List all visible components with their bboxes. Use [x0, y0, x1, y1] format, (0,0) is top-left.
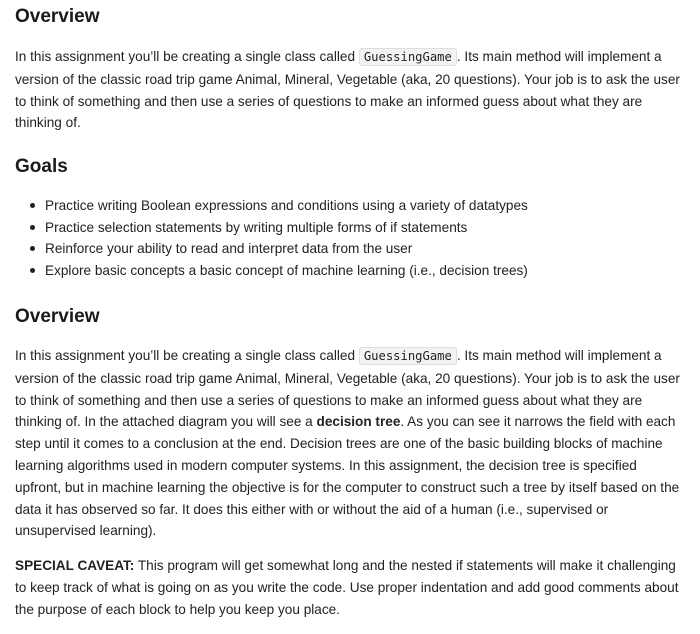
special-caveat-paragraph: SPECIAL CAVEAT: This program will get somewhat long and the nested if statements will make it challenging to keep track of what is going on as you write the code. Use proper indentation and add good comments about the purpose of each block to help you keep you place.: [15, 558, 679, 617]
list-item: Practice selection statements by writing multiple forms of if statements: [0, 217, 528, 239]
decision-tree-term: decision tree: [316, 414, 401, 430]
list-item: Explore basic concepts a basic concept of machine learning (i.e., decision trees): [0, 260, 528, 282]
overview-heading: Overview: [15, 6, 100, 27]
list-item: Reinforce your ability to read and interpret data from the user: [0, 238, 528, 260]
overview-heading-2: Overview: [15, 306, 100, 327]
overview-intro-paragraph: In this assignment you’ll be creating a single class called GuessingGame . Its main method will implement a version of the classic road trip game Animal, Mineral, Vegetable (aka, 20 questions). Your job is to ask the user to think of something and then use a series of questions to make an informed guess about what they are thinking of.: [15, 49, 680, 131]
caveat-label: SPECIAL CAVEAT:: [15, 558, 135, 573]
goals-heading: Goals: [15, 156, 68, 177]
goals-list: [0, 195, 528, 281]
list-item: Practice writing Boolean expressions and conditions using a variety of datatypes: [0, 195, 528, 217]
class-name-code: GuessingGame: [359, 48, 457, 66]
overview-detail-paragraph: In this assignment you’ll be creating a single class called GuessingGame . Its main method will implement a version of the classic road trip game Animal, Mineral, Vegetable (aka, 20 questions). Your job is to ask the user to think of something and then use a series of questions to make an informed guess about what they are thinking of. In the attached diagram you will see a decision tree. As you can see it narrows the field with each step until it comes to a conclusion at the end. Decision trees are one of the basic building blocks of machine learning algorithms used in modern computer systems. In this assignment, the decision tree is specified upfront, but in machine learning the objective is for the computer to construct such a tree by itself based on the data it has observed so far. It does this either with or without the aid of a human (i.e., supervised or unsupervised learning).: [15, 348, 680, 539]
class-name-code: GuessingGame: [359, 347, 457, 365]
